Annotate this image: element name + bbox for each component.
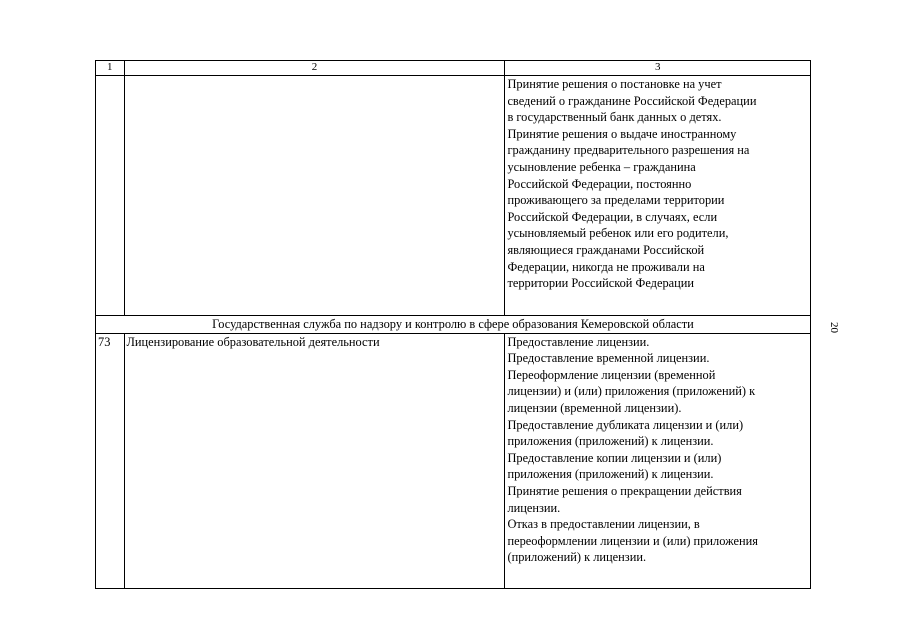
section-row (96, 316, 811, 334)
text-line: лицензии) и (или) приложения (приложений) к (507, 384, 756, 399)
header-col-2: 2 (124, 61, 505, 76)
text-line: усыновление ребенка – гражданина (507, 159, 696, 174)
text-line: территории Российской Федерации (507, 276, 695, 291)
text-line: переоформлении лицензии и (или) приложения (507, 533, 758, 548)
table-row-73 (96, 333, 811, 588)
text-line: (приложений) к лицензии. (507, 550, 647, 565)
text-line: Федерации, никогда не проживали на (507, 259, 705, 274)
text-line: Предоставление дубликата лицензии и (или) (507, 417, 744, 432)
text-line: являющиеся гражданами Российской (507, 242, 705, 257)
header-col-1: 1 (96, 61, 125, 76)
text-line: гражданину предварительного разрешения на (507, 143, 750, 158)
text-line: сведений о гражданине Российской Федерации (507, 93, 757, 108)
text-line: проживающего за пределами территории (507, 193, 725, 208)
section-title: Государственная служба по надзору и контролю в сфере образования Кемеровской области (96, 316, 811, 334)
text-line: в государственный банк данных о детях. (507, 110, 722, 125)
row-continued-name (124, 76, 505, 316)
text-line: Принятие решения о выдаче иностранному (507, 126, 737, 141)
header-col-3: 3 (505, 61, 811, 76)
text-line: лицензии. (507, 500, 561, 515)
text-line: Принятие решения о прекращении действия (507, 483, 742, 498)
text-line: Предоставление копии лицензии и (или) (507, 450, 722, 465)
text-line: усыновляемый ребенок или его родители, (507, 226, 729, 241)
table-row-continued (96, 76, 811, 316)
text-line: Предоставление лицензии. (507, 334, 650, 349)
row-73-name: Лицензирование образовательной деятельности (124, 333, 505, 588)
row-continued-functions (505, 76, 811, 316)
text-line: приложения (приложений) к лицензии. (507, 434, 714, 449)
text-line: Предоставление временной лицензии. (507, 351, 710, 366)
services-table (95, 60, 811, 589)
row-73-functions (505, 333, 811, 588)
text-line: Принятие решения о постановке на учет (507, 77, 722, 91)
text-line: приложения (приложений) к лицензии. (507, 467, 714, 482)
text-line: Российской Федерации, постоянно (507, 176, 692, 191)
text-line: Российской Федерации, в случаях, если (507, 209, 718, 224)
row-73-number: 73 (96, 333, 125, 588)
table-header-row (96, 61, 811, 76)
text-line: Переоформление лицензии (временной (507, 367, 716, 382)
text-line: лицензии (временной лицензии). (507, 400, 682, 415)
page-number: 20 (828, 322, 840, 333)
text-line: Отказ в предоставлении лицензии, в (507, 517, 700, 532)
row-continued-number (96, 76, 125, 316)
